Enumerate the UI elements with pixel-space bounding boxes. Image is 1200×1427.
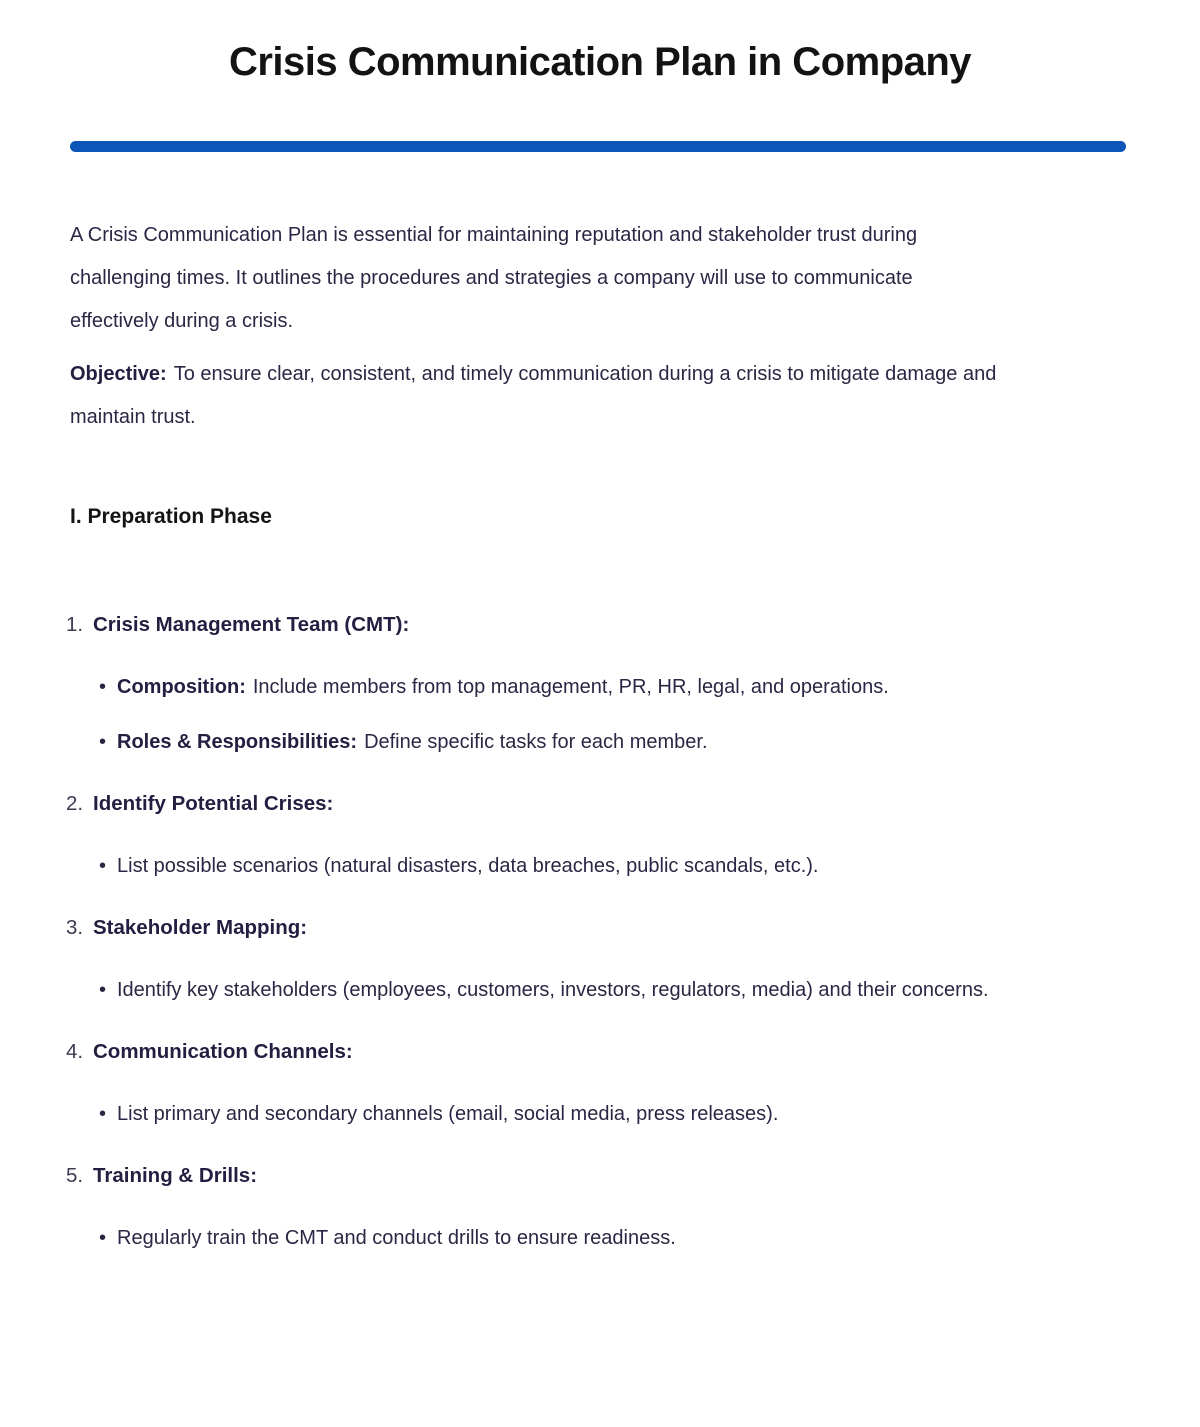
bullet-channels — [117, 1093, 1127, 1136]
bullet-label: Roles & Responsibilities: — [117, 731, 358, 753]
list-item-title — [66, 1030, 1130, 1073]
document-content — [66, 38, 1130, 1260]
intro-paragraph: A Crisis Communication Plan is essential for maintaining reputation and stakeholder trust during challenging times. It outlines the procedures and strategies a company will use to communicate effectively during a crisis. — [70, 224, 918, 332]
bullet-text: List possible scenarios (natural disasters, data breaches, public scandals, etc.). — [117, 855, 819, 877]
bullet-composition — [117, 666, 1127, 709]
list-item-identify-potential-crises — [66, 782, 1130, 888]
list-item-title — [66, 603, 1130, 646]
bullet-training — [117, 1217, 1127, 1260]
list-item-number: 4. — [66, 1040, 84, 1063]
list-item-title — [66, 1154, 1130, 1197]
bullet-list — [70, 845, 1130, 888]
bullet-list — [70, 666, 1130, 764]
document-title: Crisis Communication Plan in Company — [228, 40, 972, 84]
bullet-text: Regularly train the CMT and conduct drills to ensure readiness. — [117, 1227, 676, 1249]
list-item-number: 1. — [66, 613, 84, 636]
objective-paragraph — [70, 353, 1000, 439]
objective-text: To ensure clear, consistent, and timely communication during a crisis to mitigate damage and maintain trust. — [70, 363, 997, 428]
list-item-title-text: Stakeholder Mapping: — [93, 916, 308, 939]
list-item-communication-channels — [66, 1030, 1130, 1136]
bullet-text: Identify key stakeholders (employees, customers, investors, regulators, media) and their concerns. — [117, 979, 989, 1001]
bullet-text: Define specific tasks for each member. — [364, 731, 708, 753]
bullet-scenarios — [117, 845, 1127, 888]
list-item-training-drills — [66, 1154, 1130, 1260]
bullet-roles-responsibilities — [117, 721, 1127, 764]
section-heading-preparation-phase: I. Preparation Phase — [70, 505, 272, 528]
list-item-title-text: Communication Channels: — [93, 1040, 353, 1063]
bullet-text: Include members from top management, PR, HR, legal, and operations. — [252, 676, 889, 698]
bullet-label: Composition: — [117, 676, 246, 698]
list-item-title-text: Crisis Management Team (CMT): — [93, 613, 410, 636]
list-item-crisis-management-team — [66, 603, 1130, 764]
list-item-number: 2. — [66, 792, 84, 815]
title-divider-rule — [70, 141, 1126, 152]
list-item-number: 3. — [66, 916, 84, 939]
bullet-text: List primary and secondary channels (email, social media, press releases). — [117, 1103, 779, 1125]
bullet-list — [70, 1217, 1130, 1260]
bullet-list — [70, 969, 1130, 1012]
bullet-list — [70, 1093, 1130, 1136]
list-item-title-text: Identify Potential Crises: — [93, 792, 334, 815]
objective-label: Objective: — [70, 363, 167, 385]
list-item-title — [66, 782, 1130, 825]
list-item-number: 5. — [66, 1164, 84, 1187]
preparation-phase-list — [66, 603, 1130, 1260]
bullet-stakeholders — [117, 969, 1127, 1012]
list-item-title — [66, 906, 1130, 949]
list-item-stakeholder-mapping — [66, 906, 1130, 1012]
list-item-title-text: Training & Drills: — [93, 1164, 258, 1187]
